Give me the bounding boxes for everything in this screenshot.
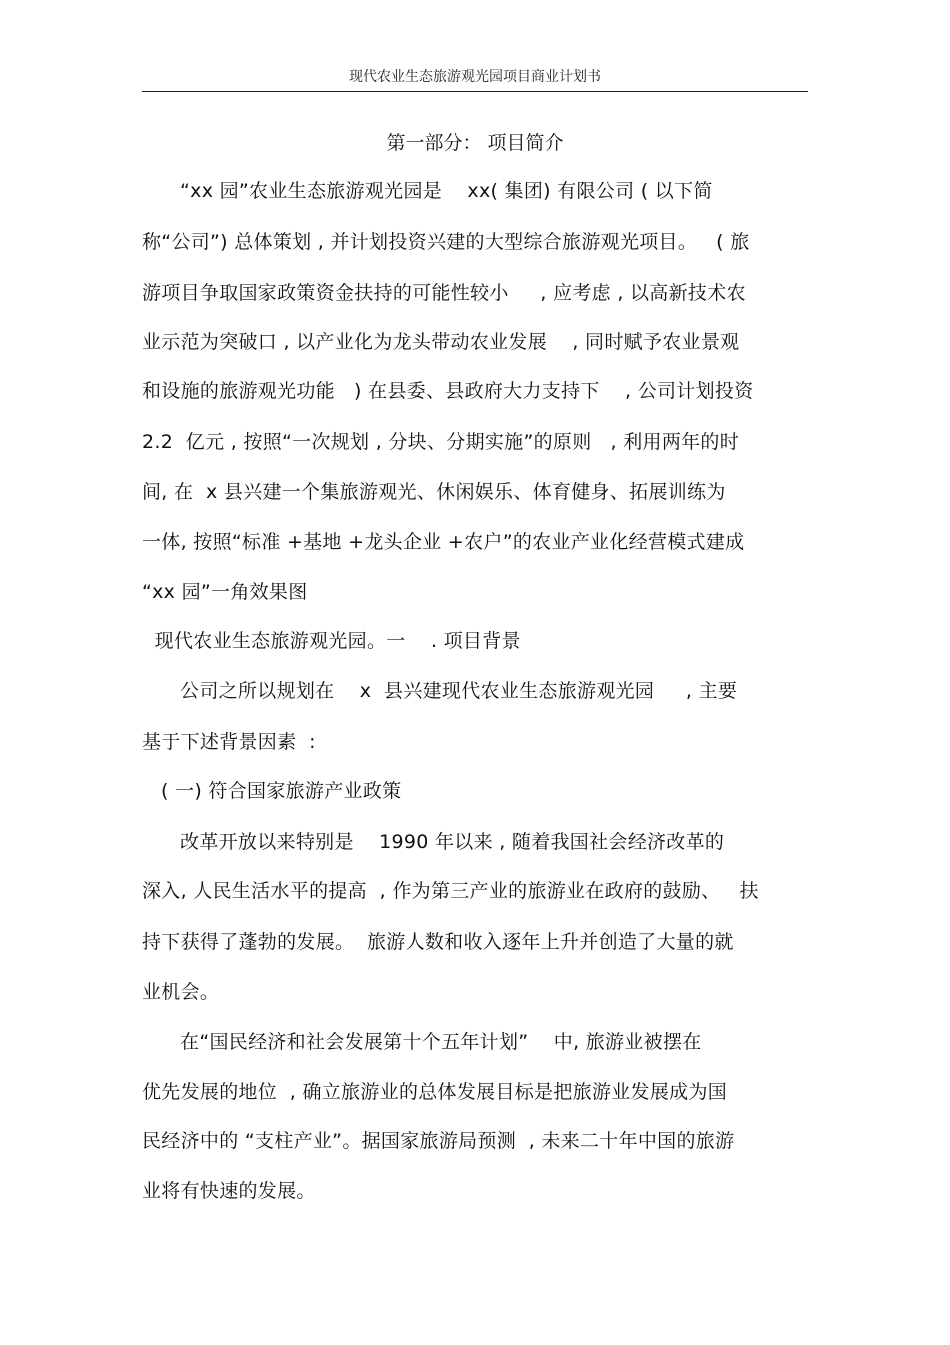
text-line: 现代农业生态旅游观光园。一 . 项目背景 — [142, 630, 521, 652]
text-line: 公司之所以规划在 x 县兴建现代农业生态旅游观光园 , 主要 — [142, 680, 738, 702]
text-line: 民经济中的 “支柱产业”。据国家旅游局预测 , 未来二十年中国的旅游 — [142, 1130, 735, 1152]
text-line: 业将有快速的发展。 — [142, 1180, 316, 1202]
text-line: 称“公司”) 总体策划 , 并计划投资兴建的大型综合旅游观光项目。 ( 旅 — [142, 231, 750, 253]
text-line: 改革开放以来特别是 1990 年以来 , 随着我国社会经济改革的 — [142, 831, 725, 853]
text-line: 间, 在 x 县兴建一个集旅游观光、休闲娱乐、体育健身、拓展训练为 — [142, 481, 726, 503]
text-line: 业示范为突破口 , 以产业化为龙头带动农业发展 , 同时赋予农业景观 — [142, 331, 740, 353]
text-line: 2.2 亿元 , 按照“一次规划 , 分块、分期实施”的原则 , 利用两年的时 — [142, 431, 740, 453]
section-title: 第一部分： 项目简介 — [386, 132, 564, 154]
text-line: 基于下述背景因素 : — [142, 731, 316, 753]
text-line: ( 一) 符合国家旅游产业政策 — [142, 780, 402, 802]
text-line: “xx 园”一角效果图 — [142, 581, 308, 603]
text-line: 持下获得了蓬勃的发展。 旅游人数和收入逐年上升并创造了大量的就 — [142, 931, 734, 953]
text-line: 在“国民经济和社会发展第十个五年计划” 中, 旅游业被摆在 — [142, 1031, 702, 1053]
text-line: 和设施的旅游观光功能 ) 在县委、县政府大力支持下 , 公司计划投资 — [142, 380, 754, 402]
header-rule — [142, 91, 808, 92]
text-line: 业机会。 — [142, 981, 220, 1003]
text-line: 深入, 人民生活水平的提高 , 作为第三产业的旅游业在政府的鼓励、 扶 — [142, 880, 759, 902]
text-line: 一体, 按照“标准 +基地 +龙头企业 +农户”的农业产业化经营模式建成 — [142, 531, 745, 553]
text-line: “xx 园”农业生态旅游观光园是 xx( 集团) 有限公司 ( 以下简 — [142, 180, 713, 202]
text-line: 游项目争取国家政策资金扶持的可能性较小 , 应考虑 , 以高新技术农 — [142, 282, 746, 304]
text-line: 优先发展的地位 , 确立旅游业的总体发展目标是把旅游业发展成为国 — [142, 1081, 728, 1103]
running-header: 现代农业生态旅游观光园项目商业计划书 — [349, 69, 601, 85]
